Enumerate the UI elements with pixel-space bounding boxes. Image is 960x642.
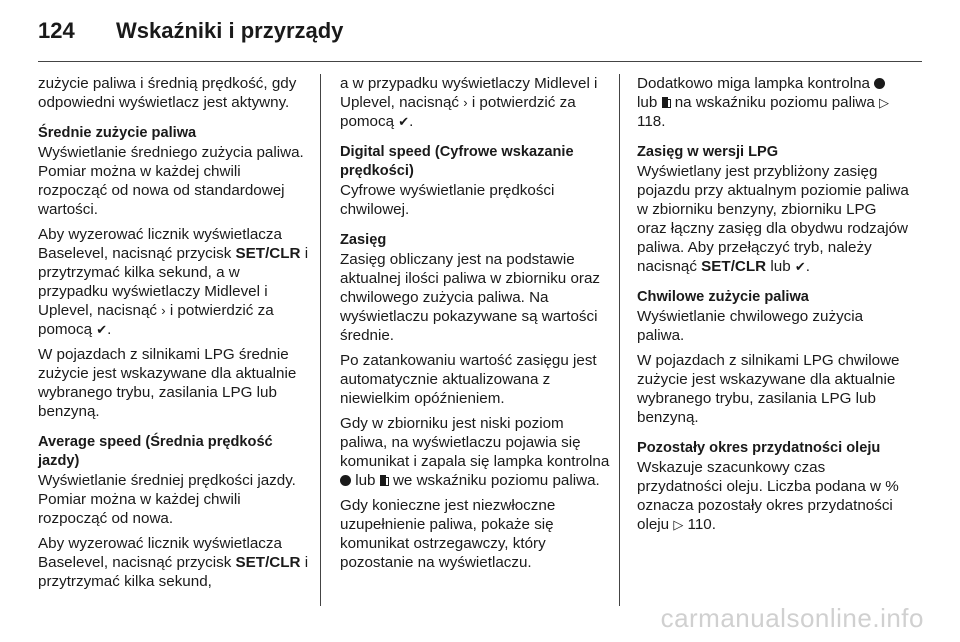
page-number: 124 [38, 18, 75, 43]
paragraph: W pojazdach z silnikami LPG średnie zużycie jest wskazywane dla aktualnie wybranego trybu, zasilania LPG lub benzyną. [38, 346, 297, 420]
set-clr-label: SET/CLR [235, 554, 301, 571]
paragraph: Wyświetlanie chwilowego zużycia paliwa. [637, 308, 864, 344]
text: i przytrzymać kilka sekund, a w przypadku wyświetlaczy Midlevel i Uplevel, nacisnąć [38, 245, 309, 319]
text: lub [637, 94, 662, 111]
text: i potwierdzić za pomocą [38, 302, 274, 338]
heading-range: Zasięg [340, 232, 387, 248]
check-icon: ✔ [96, 322, 108, 337]
page-title: Wskaźniki i przyrządy [116, 18, 344, 43]
warning-lamp-dot-icon [340, 475, 351, 486]
page-reference-icon: ▷ [673, 517, 684, 532]
paragraph [340, 414, 612, 490]
fuel-pump-icon [662, 96, 671, 108]
check-icon: ✔ [398, 114, 410, 129]
set-clr-label: SET/CLR [235, 245, 301, 262]
text: lub [351, 472, 380, 489]
paragraph: Wyświetlanie średniej prędkości jazdy. Pomiar można w każdej chwili rozpocząć od nowa. [38, 472, 296, 527]
set-clr-label: SET/CLR [701, 258, 767, 275]
column-divider-1 [320, 74, 321, 606]
text: . [409, 113, 414, 130]
column-3 [637, 74, 909, 540]
warning-lamp-dot-icon [874, 78, 885, 89]
text: i potwierdzić za pomocą [340, 94, 576, 130]
heading-digital-speed: Digital speed (Cyfrowe wskazanie prędkości) [340, 144, 574, 179]
check-icon: ✔ [794, 259, 806, 274]
paragraph: Po zatankowaniu wartość zasięgu jest automatycznie aktualizowana z niewielkim opóźnieniem. [340, 352, 597, 407]
page-reference-icon: ▷ [879, 95, 890, 110]
heading-oil-life: Pozostały okres przydatności oleju [637, 440, 881, 456]
paragraph: zużycie paliwa i średnią prędkość, gdy odpowiedni wyświetlacz jest aktywny. [38, 75, 297, 111]
text: Aby wyzerować licznik wyświetlacza Baselevel, nacisnąć przycisk [38, 226, 282, 262]
paragraph: Cyfrowe wyświetlanie prędkości chwilowej. [340, 182, 555, 218]
text: a w przypadku wyświetlaczy Midlevel i Uplevel, nacisnąć [340, 75, 598, 111]
text: 110. [683, 516, 716, 533]
text: lub [766, 258, 795, 275]
paragraph: Gdy konieczne jest niezwłoczne uzupełnienie paliwa, pokaże się komunikat ostrzegawczy, który pozostanie na wyświetlaczu. [340, 497, 556, 571]
text: Aby wyzerować licznik wyświetlacza Baselevel, nacisnąć przycisk [38, 535, 282, 571]
arrow-right-icon: › [161, 303, 166, 318]
text: i przytrzymać kilka sekund, [38, 554, 309, 590]
paragraph [38, 534, 310, 591]
arrow-right-icon: › [463, 95, 468, 110]
column-divider-2 [619, 74, 620, 606]
column-1 [38, 74, 310, 597]
paragraph [38, 225, 310, 339]
text: Dodatkowo miga lampka kontrolna [637, 75, 875, 92]
paragraph [637, 458, 909, 534]
text: Wyświetlany jest przybliżony zasięg pojazdu przy aktualnym poziomie paliwa w zbiorniku benzyny, zbiorniku LPG oraz łączny zasięg dla obydwu rodzajów paliwa. Aby przełączyć tryb, należy nacisnąć [637, 163, 909, 275]
paragraph: Wyświetlanie średniego zużycia paliwa. Pomiar można w każdej chwili rozpocząć od nowa od standardowej wartości. [38, 144, 304, 218]
heading-average-speed: Average speed (Średnia prędkość jazdy) [38, 434, 273, 469]
paragraph: Zasięg obliczany jest na podstawie aktualnej ilości paliwa w zbiorniku oraz chwilowego zużycia paliwa. Na wyświetlaczu pokazywane są wartości średnie. [340, 251, 600, 344]
column-2 [340, 74, 612, 578]
text: Gdy w zbiorniku jest niski poziom paliwa, na wyświetlaczu pojawia się komunikat i zapala się lampka kontrolna [340, 415, 610, 470]
text: . [107, 321, 112, 338]
text: 118. [637, 113, 666, 130]
watermark: carmanualsonline.info [660, 603, 924, 633]
paragraph [637, 74, 909, 131]
text: na wskaźniku poziomu paliwa [670, 94, 880, 111]
paragraph [637, 162, 909, 276]
heading-lpg-range: Zasięg w wersji LPG [637, 144, 779, 160]
text: we wskaźniku poziomu paliwa. [388, 472, 600, 489]
fuel-pump-icon [380, 474, 389, 486]
page-header [38, 18, 343, 44]
paragraph: W pojazdach z silnikami LPG chwilowe zużycie jest wskazywane dla aktualnie wybranego trybu, zasilania LPG lub benzyną. [637, 352, 900, 426]
text: Wskazuje szacunkowy czas przydatności oleju. Liczba podana w % oznacza pozostały okres przydatności oleju [637, 459, 899, 533]
text: . [805, 258, 811, 275]
paragraph [340, 74, 612, 131]
heading-average-consumption: Średnie zużycie paliwa [38, 125, 197, 141]
header-rule [38, 61, 922, 62]
heading-instant-consumption: Chwilowe zużycie paliwa [637, 289, 809, 305]
